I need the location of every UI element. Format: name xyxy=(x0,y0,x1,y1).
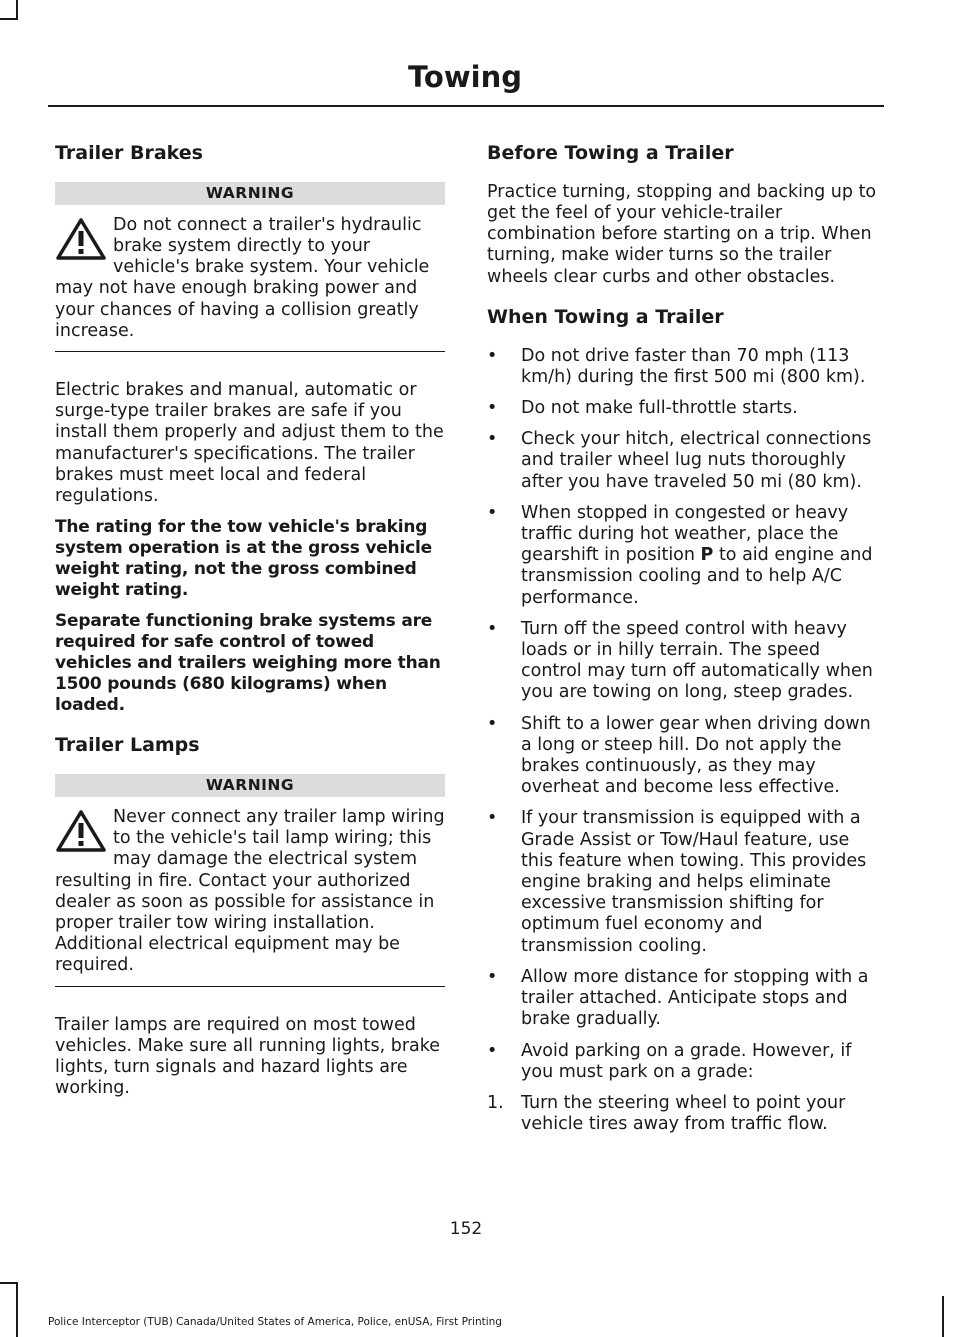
list-item: • When stopped in congested or heavy traffic during hot weather, place the gearshift in position P to aid engine and transmission cooling and to help A/C performance. xyxy=(487,502,873,608)
list-item: • Do not drive faster than 70 mph (113 km/h) during the first 500 mi (800 km). xyxy=(487,345,866,387)
towing-tips-list xyxy=(487,346,877,1083)
list-item: 1. Turn the steering wheel to point your vehicle tires away from traffic flow. xyxy=(487,1092,846,1135)
section-title-trailer-brakes: Trailer Brakes xyxy=(55,142,203,164)
warning-text-brakes: Do not connect a trailer's hydraulic brake system directly to your vehicle's brake system. Your vehicle may not have enough braking power and your chances of having a collision greatly increase. xyxy=(55,214,430,341)
list-item: • Turn off the speed control with heavy loads or in hilly terrain. The speed control may turn off automatically when you are towing on long, steep grades. xyxy=(487,618,873,703)
warning-label: WARNING xyxy=(55,182,445,205)
right-column xyxy=(487,142,877,1145)
crop-mark xyxy=(942,1296,944,1337)
section-title-before-towing: Before Towing a Trailer xyxy=(487,142,734,164)
paragraph-electric-brakes: Electric brakes and manual, automatic or surge-type trailer brakes are safe if you install them properly and adjust them to the manufacturer's specifications. The trailer brakes must meet local and federal regulations. xyxy=(55,380,444,507)
paragraph-trailer-lamps: Trailer lamps are required on most towed vehicles. Make sure all running lights, brake lights, turn signals and hazard lights are working. xyxy=(55,1014,441,1099)
section-title-when-towing: When Towing a Trailer xyxy=(487,305,724,328)
header-rule xyxy=(48,105,884,107)
list-item: • Shift to a lower gear when driving down a long or steep hill. Do not apply the brakes continuously, as they may overheat and become less effective. xyxy=(487,713,871,798)
page-number: 152 xyxy=(449,1219,483,1239)
paragraph-separate-brakes: Separate functioning brake systems are required for safe control of towed vehicles and trailers weighing more than 1500 pounds (680 kilograms) when loaded. xyxy=(55,611,441,716)
warning-triangle-icon xyxy=(55,809,107,853)
paragraph-rating-note: The rating for the tow vehicle's braking system operation is at the gross vehicle weight rating, not the gross combined weight rating. xyxy=(55,517,432,601)
warning-text-lamps: Never connect any trailer lamp wiring to the vehicle's tail lamp wiring; this may damage the electrical system resulting in fire. Contact your authorized dealer as soon as possible for assistance in proper trailer tow wiring installation. Additional electrical equipment may be required. xyxy=(55,807,445,976)
warning-label: WARNING xyxy=(55,774,445,797)
page-header-title: Towing xyxy=(408,60,522,94)
list-item: • If your transmission is equipped with a Grade Assist or Tow/Haul feature, use this feature when towing. This provides engine braking and helps eliminate excessive transmission shifting for optimum fuel economy and transmission cooling. xyxy=(487,808,867,956)
crop-mark xyxy=(16,0,18,20)
list-item: • Avoid parking on a grade. However, if you must park on a grade: xyxy=(487,1040,852,1082)
parking-steps-list xyxy=(487,1093,877,1135)
paragraph-practice: Practice turning, stopping and backing up to get the feel of your vehicle-trailer combination before starting on a trip. When turning, make wider turns so the trailer wheels clear curbs and other obstacles. xyxy=(487,181,877,287)
warning-box-brakes xyxy=(55,182,445,352)
left-column xyxy=(55,142,445,1109)
list-item: • Check your hitch, electrical connections and trailer wheel lug nuts thoroughly after you have traveled 50 mi (80 km). xyxy=(487,429,872,492)
warning-box-lamps xyxy=(55,774,445,987)
crop-mark xyxy=(0,18,18,20)
list-item: • Allow more distance for stopping with a trailer attached. Anticipate stops and brake gradually. xyxy=(487,966,869,1030)
section-title-trailer-lamps: Trailer Lamps xyxy=(55,734,200,757)
crop-mark xyxy=(16,1282,18,1337)
warning-triangle-icon xyxy=(55,217,107,261)
footer-text: Police Interceptor (TUB) Canada/United States of America, Police, enUSA, First Printing xyxy=(48,1316,502,1328)
list-item: • Do not make full-throttle starts. xyxy=(487,398,798,419)
crop-mark xyxy=(0,1282,18,1284)
